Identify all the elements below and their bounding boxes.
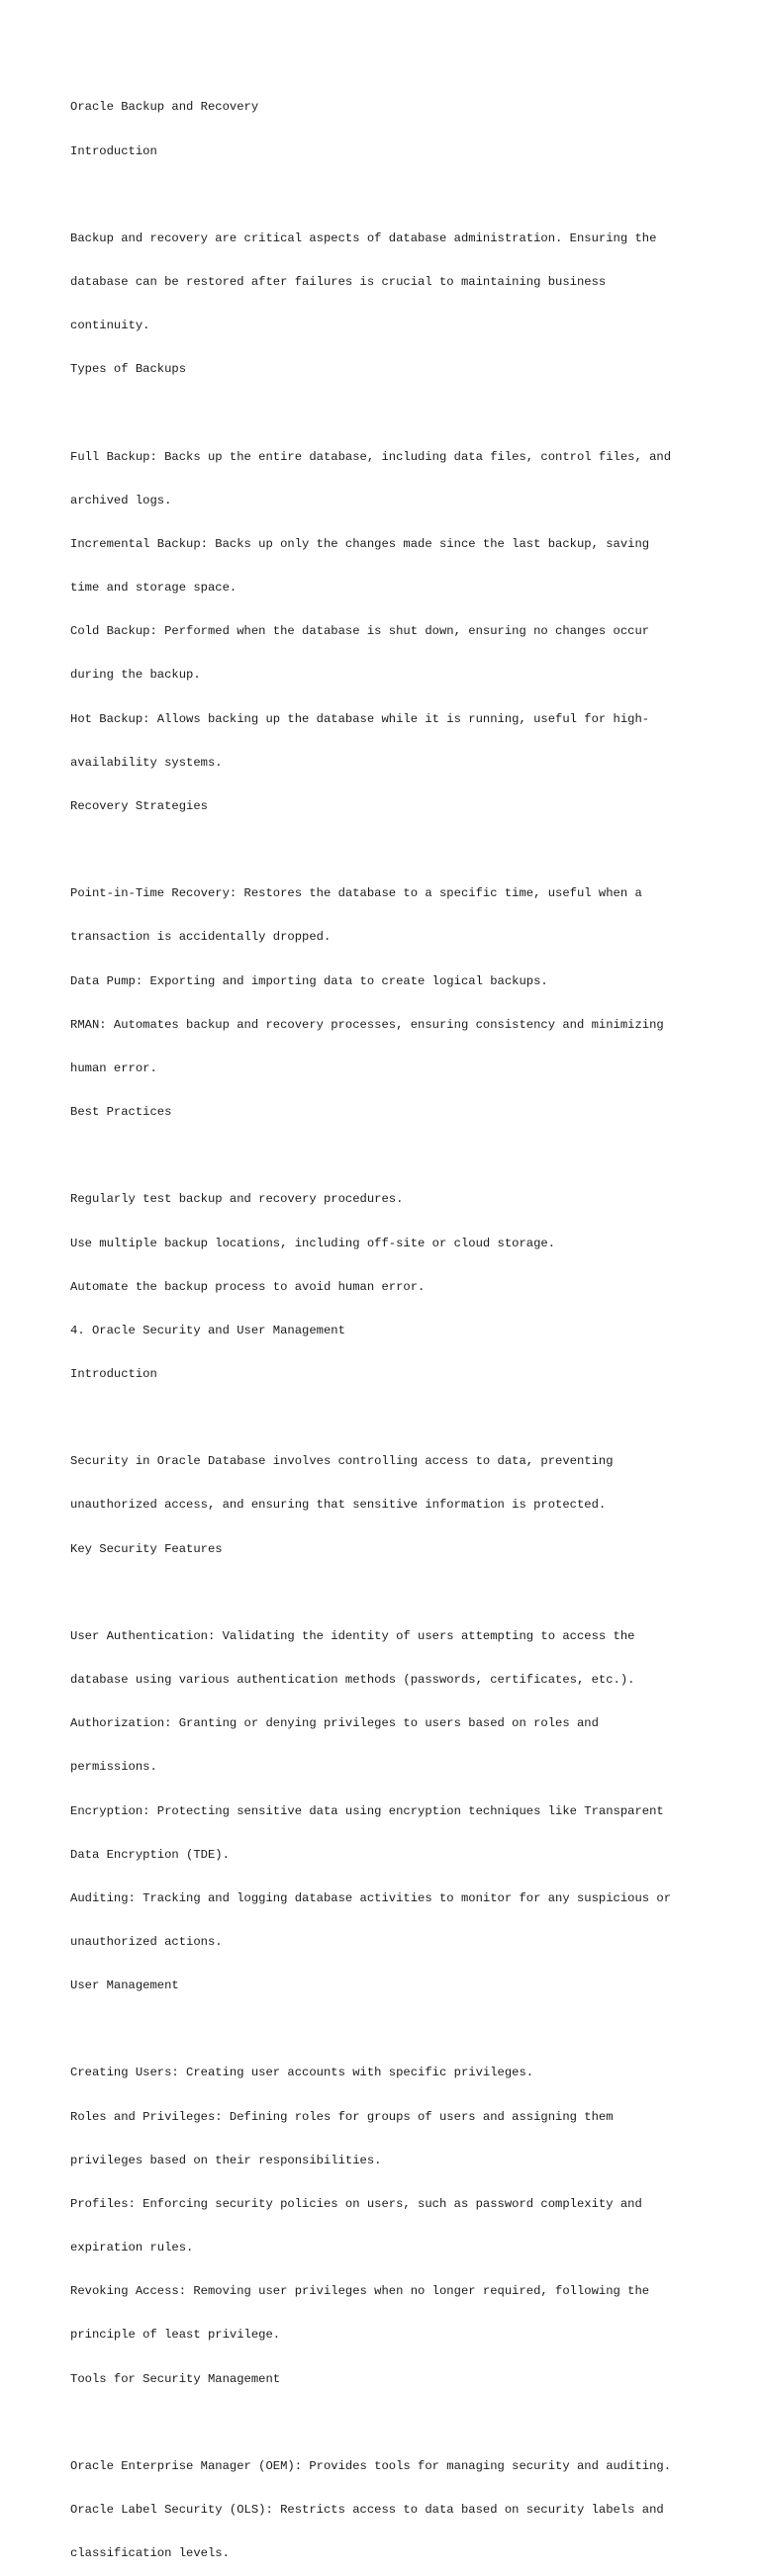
chapter-heading: 4. Oracle Security and User Management: [70, 1323, 345, 1337]
list-item-line: Revoking Access: Removing user privileges when no longer required, following the: [70, 2284, 650, 2299]
list-item-line: during the backup.: [70, 668, 201, 683]
list-item-line: privileges based on their responsibilities.: [70, 2153, 382, 2167]
paragraph-line: unauthorized access, and ensuring that sensitive information is protected.: [70, 1498, 607, 1513]
list-item-line: Regularly test backup and recovery procedures.: [70, 1192, 404, 1207]
list-item-line: unauthorized actions.: [70, 1935, 223, 1949]
list-item-line: Profiles: Enforcing security policies on users, such as password complexity and: [70, 2196, 642, 2211]
list-item-line: Oracle Enterprise Manager (OEM): Provides tools for managing security and auditing.: [70, 2458, 672, 2473]
section-heading: User Management: [70, 1978, 179, 1993]
paragraph-line: Security in Oracle Database involves controlling access to data, preventing: [70, 1454, 614, 1469]
list-item-line: transaction is accidentally dropped.: [70, 930, 332, 945]
list-item-line: Use multiple backup locations, including off-site or cloud storage.: [70, 1236, 556, 1250]
document-body: [70, 71, 704, 2576]
list-item-line: RMAN: Automates backup and recovery processes, ensuring consistency and minimizing: [70, 1017, 664, 1032]
section-heading: Best Practices: [70, 1105, 172, 1120]
list-item-line: classification levels.: [70, 2546, 230, 2561]
list-item-line: Creating Users: Creating user accounts with specific privileges.: [70, 2066, 534, 2080]
list-item-line: time and storage space.: [70, 581, 238, 596]
list-item-line: archived logs.: [70, 493, 172, 507]
section-heading: Types of Backups: [70, 362, 187, 377]
section-heading: Tools for Security Management: [70, 2371, 281, 2386]
list-item-line: Auditing: Tracking and logging database activities to monitor for any suspicious or: [70, 1890, 672, 1905]
list-item-line: principle of least privilege.: [70, 2328, 281, 2343]
list-item-line: database using various authentication methods (passwords, certificates, etc.).: [70, 1673, 635, 1688]
list-item-line: expiration rules.: [70, 2241, 194, 2255]
blank-line: [70, 1586, 704, 1601]
list-item-line: availability systems.: [70, 755, 223, 770]
list-item-line: Incremental Backup: Backs up only the changes made since the last backup, saving: [70, 537, 650, 551]
blank-line: [70, 188, 704, 203]
blank-line: [70, 2416, 704, 2431]
blank-line: [70, 407, 704, 421]
list-item-line: Encryption: Protecting sensitive data using encryption techniques like Transparent: [70, 1803, 664, 1818]
section-heading: Introduction: [70, 143, 157, 158]
paragraph-line: Backup and recovery are critical aspects of database administration. Ensuring the: [70, 230, 657, 245]
list-item-line: User Authentication: Validating the identity of users attempting to access the: [70, 1628, 635, 1643]
blank-line: [70, 2022, 704, 2037]
section-heading: Introduction: [70, 1366, 157, 1381]
list-item-line: Hot Backup: Allows backing up the database while it is running, useful for high-: [70, 711, 650, 726]
blank-line: [70, 843, 704, 858]
list-item-line: permissions.: [70, 1760, 157, 1775]
list-item-line: Authorization: Granting or denying privileges to users based on roles and: [70, 1716, 599, 1731]
blank-line: [70, 1149, 704, 1163]
document-title: Oracle Backup and Recovery: [70, 100, 259, 115]
list-item-line: Point-in-Time Recovery: Restores the database to a specific time, useful when a: [70, 886, 642, 901]
list-item-line: Data Pump: Exporting and importing data to create logical backups.: [70, 973, 548, 988]
list-item-line: Automate the backup process to avoid human error.: [70, 1279, 426, 1294]
list-item-line: human error.: [70, 1060, 157, 1075]
list-item-line: Data Encryption (TDE).: [70, 1847, 230, 1862]
paragraph-line: continuity.: [70, 319, 150, 333]
section-heading: Key Security Features: [70, 1541, 223, 1556]
blank-line: [70, 1411, 704, 1426]
list-item-line: Roles and Privileges: Defining roles for groups of users and assigning them: [70, 2109, 614, 2124]
list-item-line: Full Backup: Backs up the entire database, including data files, control files, and: [70, 449, 672, 464]
list-item-line: Oracle Label Security (OLS): Restricts access to data based on security labels and: [70, 2503, 664, 2518]
list-item-line: Cold Backup: Performed when the database is shut down, ensuring no changes occur: [70, 624, 650, 639]
section-heading: Recovery Strategies: [70, 798, 208, 813]
paragraph-line: database can be restored after failures is crucial to maintaining business: [70, 275, 607, 290]
